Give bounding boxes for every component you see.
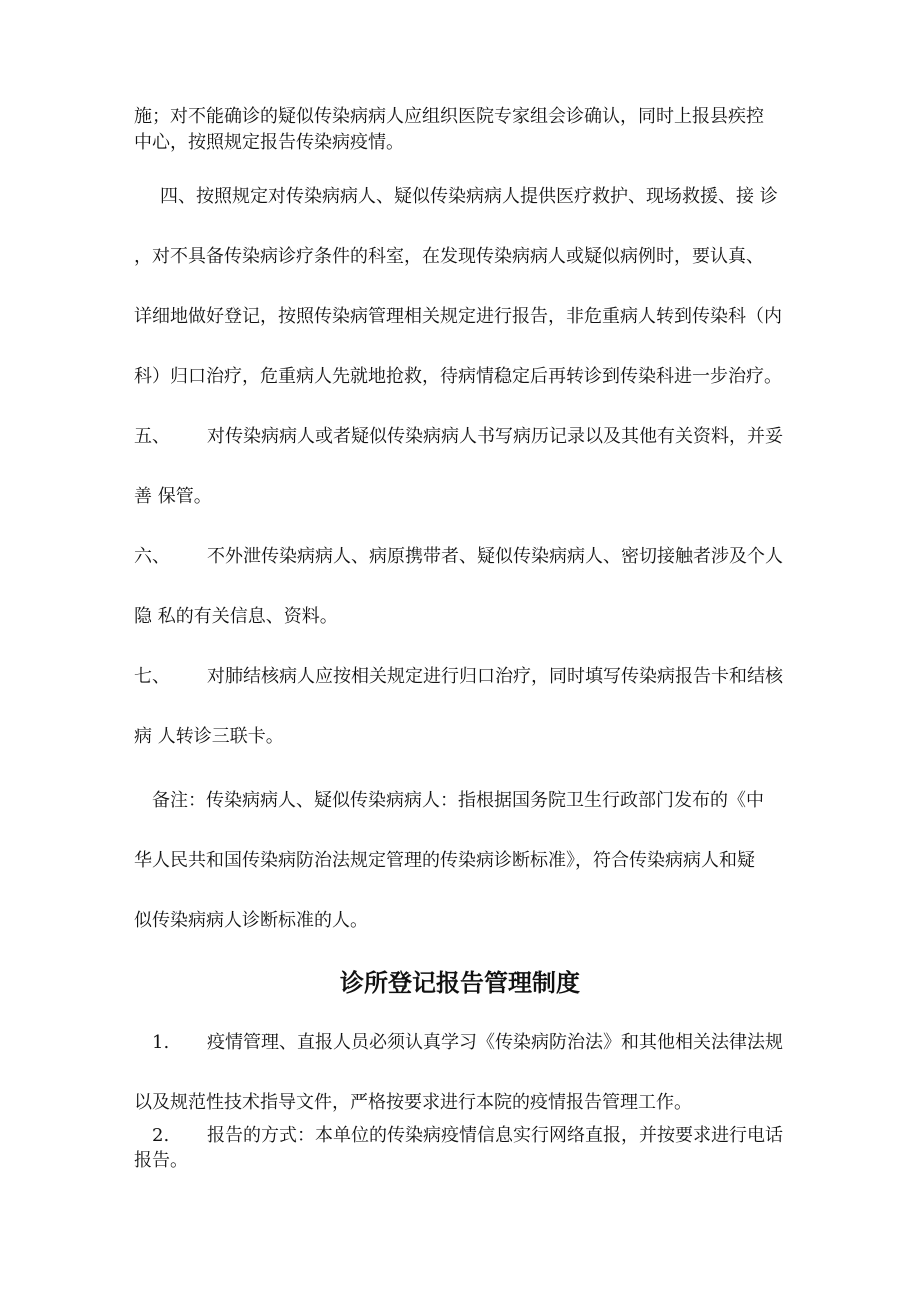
item-number: 2. bbox=[152, 1125, 170, 1146]
note-line: 似传染病病人诊断标准的人。 bbox=[134, 910, 368, 931]
item-number: 七、 bbox=[134, 666, 170, 687]
paragraph-line: 不外泄传染病病人、病原携带者、疑似传染病病人、密切接触者涉及个人 bbox=[207, 546, 783, 567]
paragraph-line: 四、按照规定对传染病病人、疑似传染病病人提供医疗救护、现场救援、接 诊 bbox=[160, 186, 778, 207]
item-number: 1. bbox=[152, 1032, 170, 1053]
paragraph-line: 报告。 bbox=[134, 1150, 188, 1171]
item-number: 五、 bbox=[134, 426, 170, 447]
paragraph-line: 善 保管。 bbox=[134, 486, 212, 507]
paragraph-line: 对肺结核病人应按相关规定进行归口治疗，同时填写传染病报告卡和结核 bbox=[207, 666, 783, 687]
paragraph-line: 病 人转诊三联卡。 bbox=[134, 726, 284, 747]
paragraph-line: 以及规范性技术指导文件，严格按要求进行本院的疫情报告管理工作。 bbox=[134, 1092, 692, 1113]
paragraph-line: 隐 私的有关信息、资料。 bbox=[134, 606, 338, 627]
paragraph-line: 施；对不能确诊的疑似传染病病人应组织医院专家组会诊确认，同时上报县疾控 bbox=[134, 106, 764, 127]
note-line: 备注：传染病病人、疑似传染病病人：指根据国务院卫生行政部门发布的《中 bbox=[152, 790, 764, 811]
paragraph-line: 科）归口治疗，危重病人先就地抢救，待病情稳定后再转诊到传染科进一步治疗。 bbox=[134, 366, 782, 387]
paragraph-line: 中心，按照规定报告传染病疫情。 bbox=[134, 132, 404, 153]
note-line: 华人民共和国传染病防治法规定管理的传染病诊断标准》，符合传染病病人和疑 bbox=[134, 850, 755, 871]
item-number: 六、 bbox=[134, 546, 170, 567]
paragraph-line: 报告的方式：本单位的传染病疫情信息实行网络直报，并按要求进行电话 bbox=[207, 1125, 783, 1146]
paragraph-line: 疫情管理、直报人员必须认真学习《传染病防治法》和其他相关法律法规 bbox=[207, 1032, 783, 1053]
paragraph-line: 对传染病病人或者疑似传染病病人书写病历记录以及其他有关资料，并妥 bbox=[207, 426, 783, 447]
paragraph-line: ，对不具备传染病诊疗条件的科室，在发现传染病病人或疑似病例时，要认真、 bbox=[134, 246, 764, 267]
section-title: 诊所登记报告管理制度 bbox=[340, 969, 580, 997]
paragraph-line: 详细地做好登记，按照传染病管理相关规定进行报告，非危重病人转到传染科（内 bbox=[134, 306, 782, 327]
